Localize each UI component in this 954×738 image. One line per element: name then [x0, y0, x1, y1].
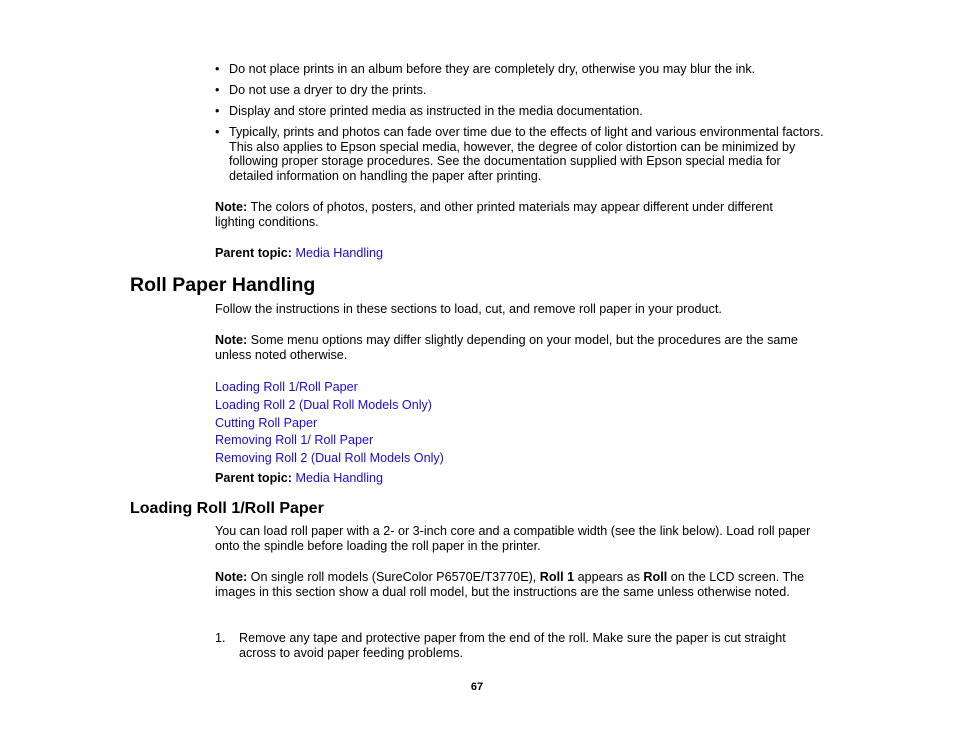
step-text: Remove any tape and protective paper from the end of the roll. Make sure the paper is cut straight across to avoid paper feeding problems.: [239, 631, 786, 660]
topic-link-list: [215, 379, 444, 468]
note-text-c: on the LCD screen. The images in this section show a dual roll model, but the instructions are the same unless otherwise noted.: [215, 570, 805, 599]
link-removing-roll-1[interactable]: Removing Roll 1/ Roll Paper: [215, 433, 374, 448]
topic-link-item: [215, 432, 444, 450]
bullet-dot-icon: •: [215, 83, 220, 98]
section-intro: Follow the instructions in these sections to load, cut, and remove roll paper in your product.: [215, 302, 722, 316]
parent-topic-label: Parent topic:: [215, 471, 292, 485]
topic-link-item: [215, 379, 444, 397]
note-text: Some menu options may differ slightly depending on your model, but the procedures are the same unless noted otherwise.: [215, 333, 798, 362]
link-loading-roll-2[interactable]: Loading Roll 2 (Dual Roll Models Only): [215, 397, 432, 412]
bullet-dot-icon: •: [215, 125, 220, 140]
topic-link-item: [215, 415, 444, 433]
bullet-item: [215, 62, 825, 77]
link-cutting-roll-paper[interactable]: Cutting Roll Paper: [215, 415, 318, 430]
note-text-b: appears as: [574, 570, 644, 584]
note-label: Note:: [215, 200, 248, 214]
parent-topic: [215, 471, 383, 486]
parent-topic-link[interactable]: Media Handling: [295, 246, 383, 260]
parent-topic: [215, 246, 383, 261]
section-title: Roll Paper Handling: [130, 274, 316, 296]
section-note: [215, 333, 835, 362]
topic-link-item: [215, 450, 444, 468]
bullet-item: [215, 104, 825, 119]
parent-topic-label: Parent topic:: [215, 246, 292, 260]
topic-link-item: [215, 397, 444, 415]
bullet-text: Display and store printed media as instructed in the media documentation.: [229, 104, 643, 119]
note-label: Note:: [215, 333, 248, 347]
subsection-title: Loading Roll 1/Roll Paper: [130, 500, 324, 517]
bullet-item: [215, 125, 825, 183]
care-bullet-list: [215, 62, 825, 184]
step-number: 1.: [215, 631, 226, 645]
link-loading-roll-1[interactable]: Loading Roll 1/Roll Paper: [215, 380, 358, 394]
note-bold-roll-1: Roll 1: [539, 570, 575, 584]
subsection-note: [215, 570, 815, 599]
step-list: [215, 631, 825, 660]
link-removing-roll-2[interactable]: Removing Roll 2 (Dual Roll Models Only): [215, 451, 444, 466]
note-colors: [215, 200, 815, 229]
step-item: [215, 631, 825, 660]
note-text-a: On single roll models (SureColor P6570E/T3770E),: [247, 570, 540, 584]
note-label: Note:: [215, 570, 248, 584]
subsection-intro: You can load roll paper with a 2- or 3-inch core and a compatible width (see the link below). Load roll paper onto the spindle before loading the roll paper in the printer.: [215, 524, 811, 553]
bullet-text: Do not place prints in an album before they are completely dry, otherwise you may blur the ink.: [229, 62, 756, 76]
parent-topic-link[interactable]: Media Handling: [295, 471, 383, 485]
bullet-dot-icon: •: [215, 104, 220, 119]
bullet-item: [215, 83, 825, 98]
bullet-text: Do not use a dryer to dry the prints.: [229, 83, 427, 98]
bullet-dot-icon: •: [215, 62, 220, 76]
bullet-text: Typically, prints and photos can fade over time due to the effects of light and various environmental factors. This also applies to Epson special media, however, the degree of color distortion can be minimized by following proper storage procedures. See the documentation supplied with Epson special media for detailed information on handling the paper after printing.: [229, 125, 824, 184]
note-bold-roll: Roll: [643, 570, 668, 584]
page-number: 67: [470, 681, 484, 693]
note-text: The colors of photos, posters, and other printed materials may appear different under different lighting conditions.: [215, 200, 773, 229]
